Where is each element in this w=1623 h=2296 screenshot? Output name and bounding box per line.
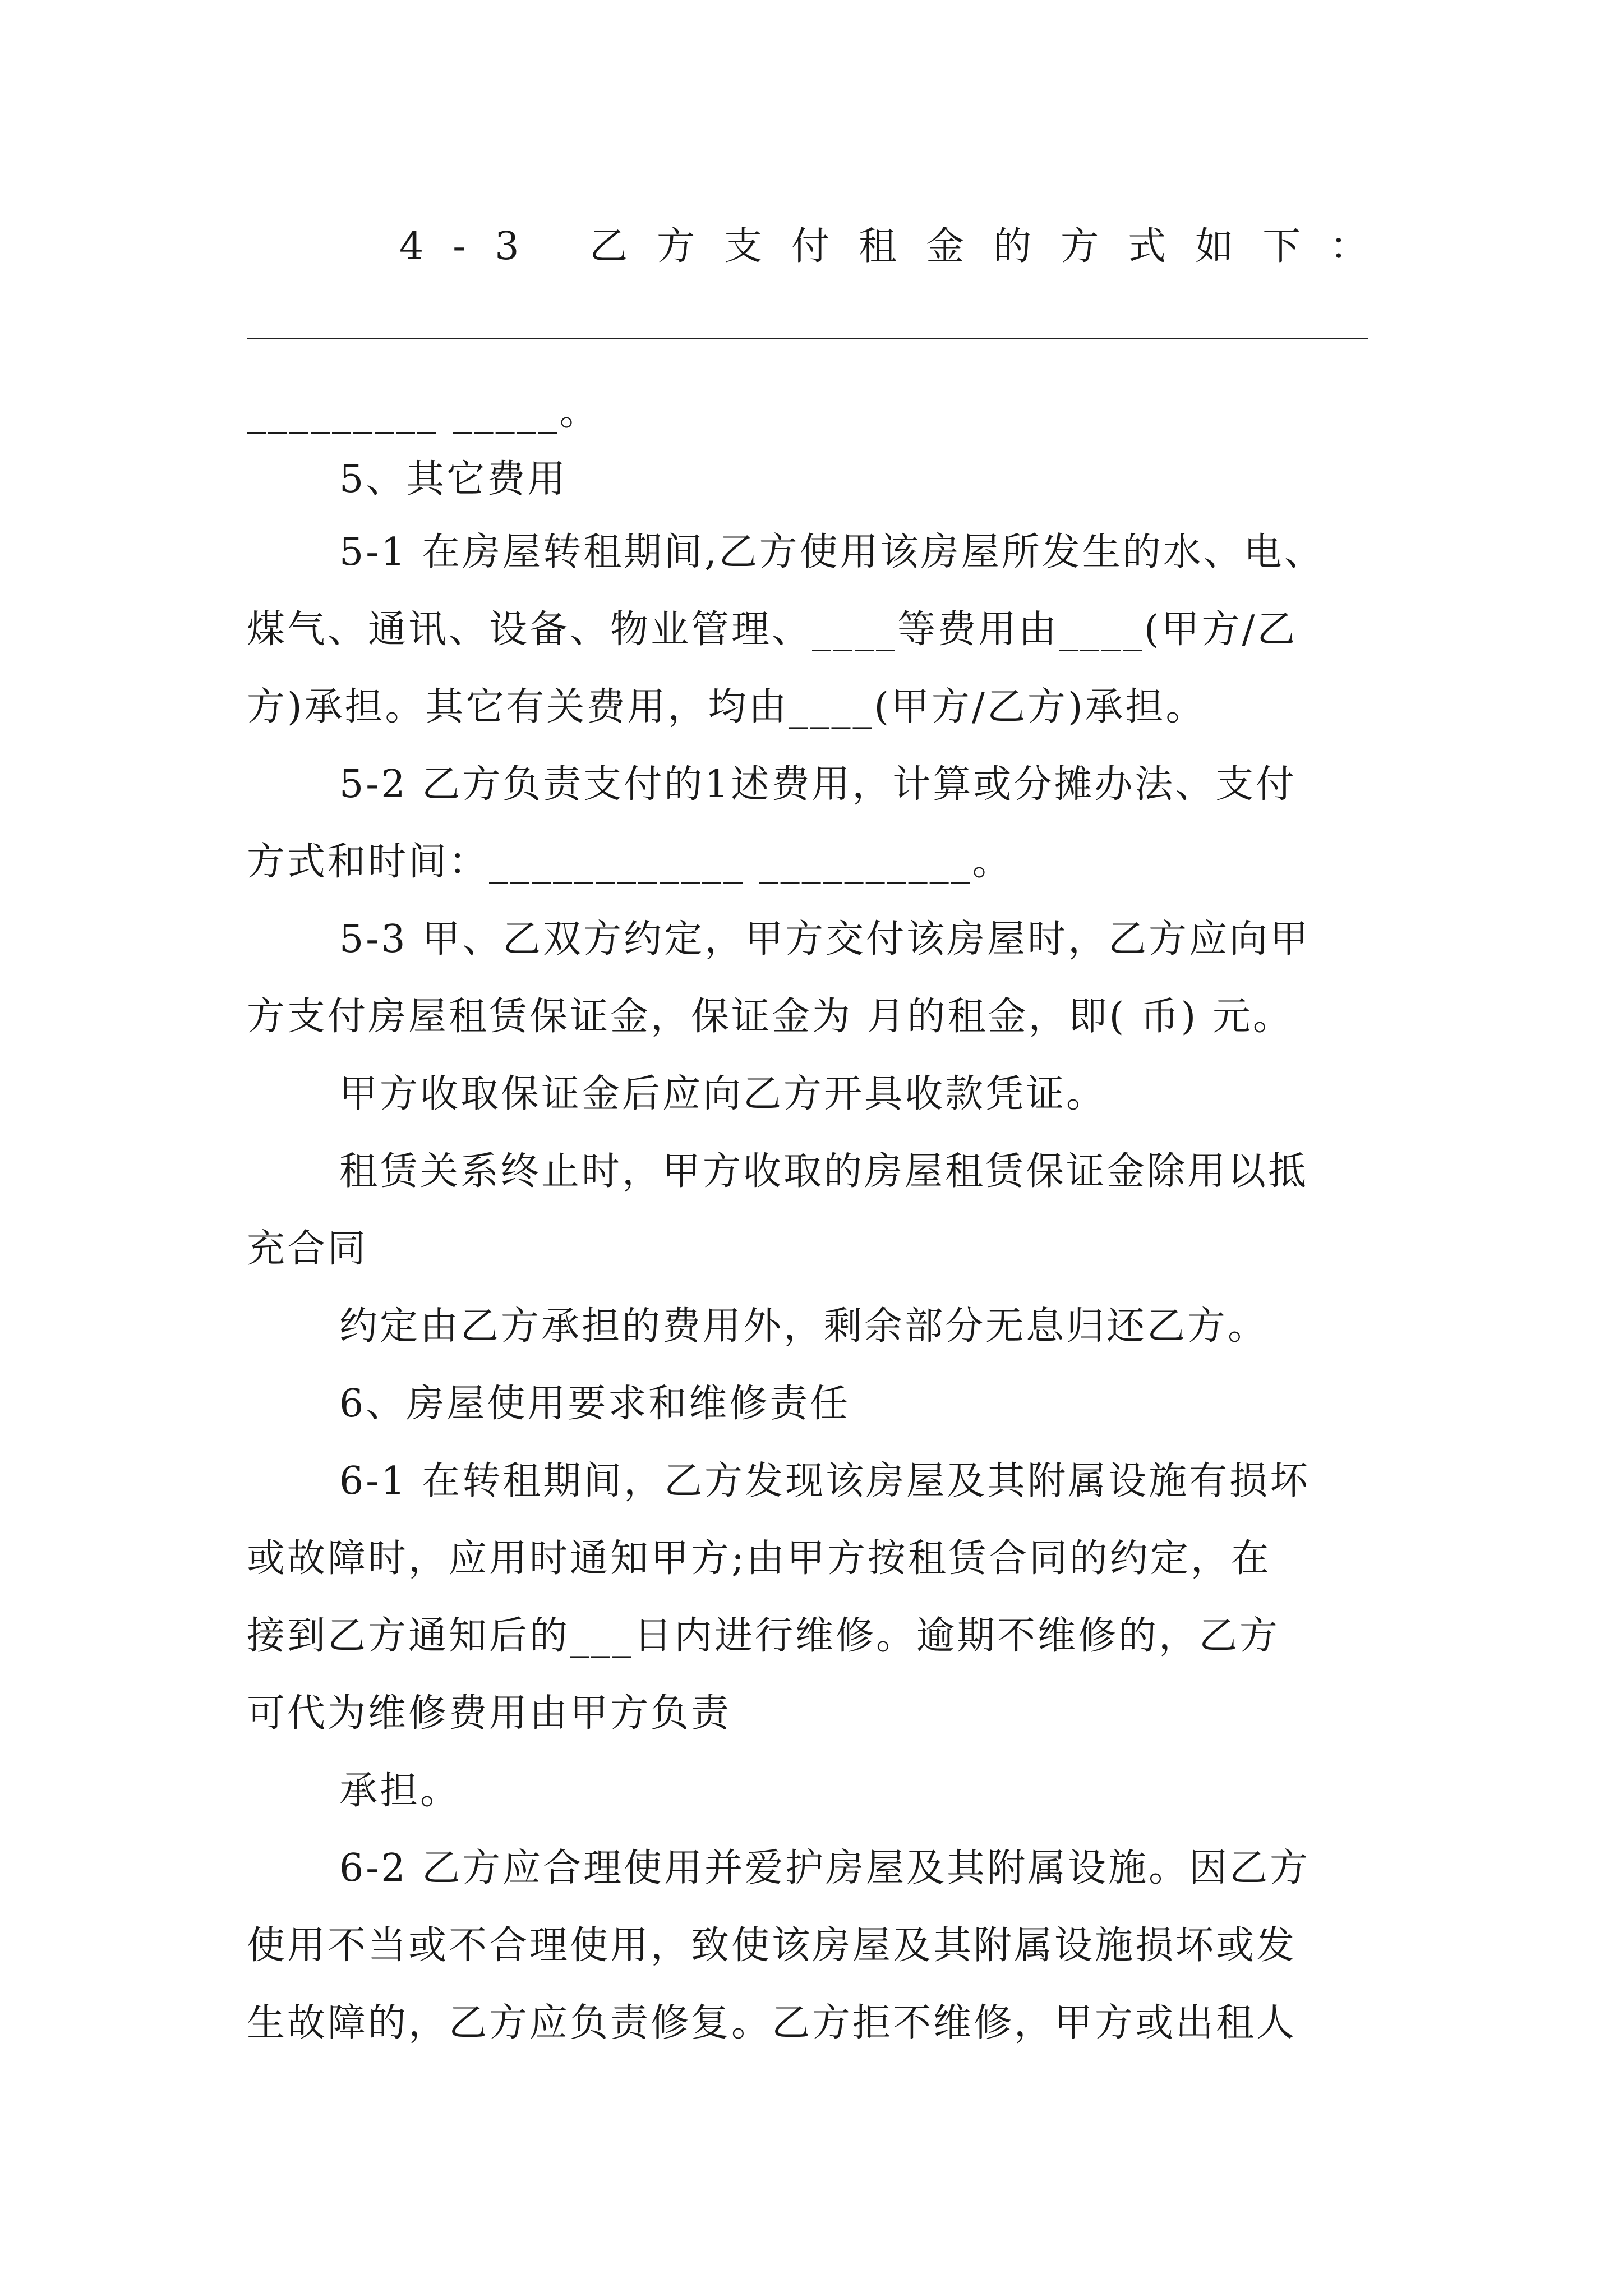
section-5-heading: 5、其它费用	[339, 457, 568, 501]
paragraph-line: 充合同	[247, 1227, 368, 1271]
paragraph-line: 承担。	[339, 1769, 461, 1813]
paragraph-line: 方)承担。其它有关费用，均由____(甲方/乙方)承担。	[247, 685, 1206, 729]
clause-4-3-text: 4-3 乙方支付租金的方式如下：	[399, 224, 1398, 269]
paragraph-line: 6-2 乙方应合理使用并爱护房屋及其附属设施。因乙方	[339, 1846, 1311, 1890]
paragraph-line: 方支付房屋租赁保证金，保证金为 月的租金，即( 币) 元。	[247, 995, 1293, 1039]
paragraph-line: 约定由乙方承担的费用外，剩余部分无息归还乙方。	[339, 1304, 1269, 1349]
paragraph-line: 生故障的，乙方应负责修复。乙方拒不维修，甲方或出租人	[247, 2001, 1297, 2045]
blank-fill-end: _________ _____。	[247, 390, 600, 434]
paragraph-line: 甲方收取保证金后应向乙方开具收款凭证。	[339, 1072, 1107, 1116]
paragraph-line: 5-3 甲、乙双方约定，甲方交付该房屋时，乙方应向甲	[339, 917, 1311, 961]
paragraph-line: 租赁关系终止时，甲方收取的房屋租赁保证金除用以抵	[339, 1149, 1309, 1194]
blank-fill-line	[247, 338, 1368, 339]
paragraph-line: 使用不当或不合理使用，致使该房屋及其附属设施损坏或发	[247, 1924, 1297, 1968]
paragraph-line: 煤气、通讯、设备、物业管理、____等费用由____(甲方/乙	[247, 608, 1298, 652]
paragraph-line: 6-1 在转租期间，乙方发现该房屋及其附属设施有损坏	[339, 1459, 1311, 1503]
paragraph-line: 方式和时间：____________ __________。	[247, 840, 1013, 884]
paragraph-line: 5-2 乙方负责支付的1述费用，计算或分摊办法、支付	[339, 762, 1297, 807]
section-6-heading: 6、房屋使用要求和维修责任	[339, 1382, 851, 1426]
clause-4-3-heading	[399, 222, 1398, 272]
paragraph-line: 5-1 在房屋转租期间,乙方使用该房屋所发生的水、电、	[339, 530, 1325, 574]
paragraph-line: 接到乙方通知后的___日内进行维修。逾期不维修的，乙方	[247, 1614, 1280, 1658]
paragraph-line: 可代为维修费用由甲方负责	[247, 1691, 732, 1736]
paragraph-line: 或故障时，应用时通知甲方;由甲方按租赁合同的约定，在	[247, 1536, 1271, 1581]
